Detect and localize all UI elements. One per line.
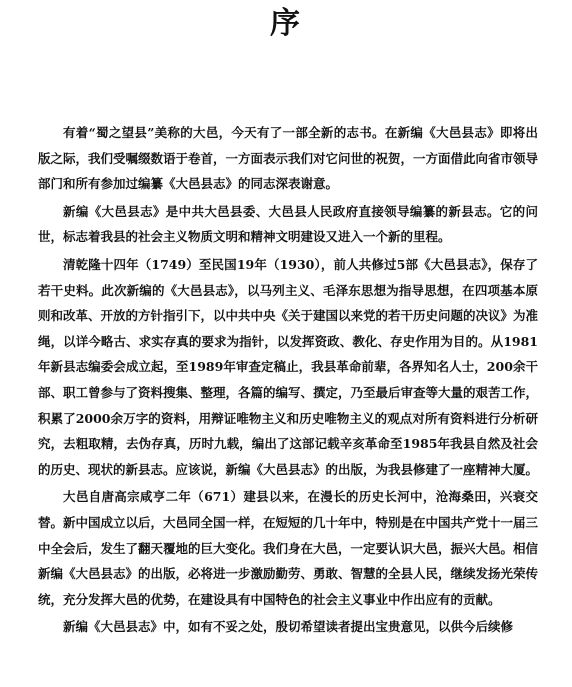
paragraph-4: 大邑自唐高宗咸亨二年（671）建县以来，在漫长的历史长河中，沧海桑田，兴衰交替。新中国成立以后，大邑同全国一样，在短短的几十年中，特别是在中国共产党十一届三中全会后，发生了翻天覆地的巨大变化。我们身在大邑，一定要认识大邑，振兴大邑。相信新编《大邑县志》的出版，必将进一步激励勤劳、勇敢、智慧的全县人民，继续发扬光荣传统，充分发挥大邑的优势，在建设具有中国特色的社会主义事业中作出应有的贡献。 bbox=[38, 489, 539, 607]
paragraph-3: 清乾隆十四年（1749）至民国19年（1930），前人共修过5部《大邑县志》，保存了若干史料。此次新编的《大邑县志》，以马列主义、毛泽东思想为指导思想，在四项基本原则和改革、开放的方针指引下，以中共中央《关于建国以来党的若干历史问题的决议》为准绳，以详今略古、求实存真的要求为指针，以发挥资政、教化、存史作用为目的。从1981年新县志编委会成立起，至1989年审查定稿止，我县革命前辈，各界知名人士，200余干部、职工曾参与了资料搜集、整理，各篇的编写、撰定，乃至最后审查等大量的艰苦工作，积累了2000余万字的资料，用辩证唯物主义和历史唯物主义的观点对所有资料进行分析研究，去粗取精，去伪存真，历时九载，编出了这部记载辛亥革命至1985年我县自然及社会的历史、现状的新县志。应该说，新编《大邑县志》的出版，为我县修建了一座精神大厦。 bbox=[38, 256, 539, 477]
paragraph-1: 有着“蜀之望县”美称的大邑，今天有了一部全新的志书。在新编《大邑县志》即将出版之际，我们受嘱缀数语于卷首，一方面表示我们对它问世的祝贺，一方面借此向省市领导部门和所有参加过编纂《大邑县志》的同志深表谢意。 bbox=[38, 125, 539, 192]
paragraph-2: 新编《大邑县志》是中共大邑县委、大邑县人民政府直接领导编纂的新县志。它的问世，标志着我县的社会主义物质文明和精神文明建设又进入一个新的里程。 bbox=[38, 203, 538, 245]
page-title: 序 bbox=[270, 6, 302, 41]
paragraph-5: 新编《大邑县志》中，如有不妥之处，殷切希望读者提出宝贵意见，以供今后续修 bbox=[63, 619, 514, 635]
preface-body bbox=[38, 120, 538, 642]
